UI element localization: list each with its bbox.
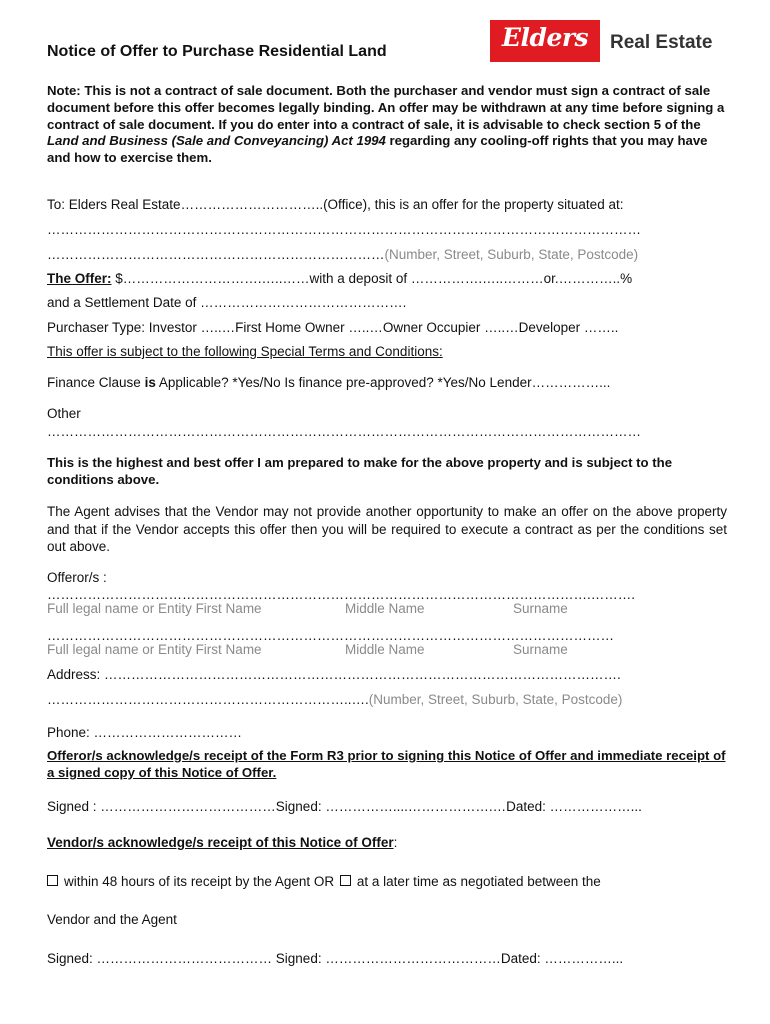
address-field[interactable]: Address: ……………………………………………………………………………………………………. [47,667,621,682]
elders-logo [490,20,718,62]
address-line-2[interactable] [47,692,622,707]
logo-brand: Elders [501,23,589,52]
phone-field[interactable]: Phone: …………………………… [47,725,243,740]
note-part-1: Note: This is not a contract of sale document. Both the purchaser and vendor must sign a contract of sale document before this offer becomes legally binding. An offer may be withdrawn at any time before signing a contract of sale document. If you do enter into a contract of sale, it is advisable to check section 5 of the [47,83,725,132]
vendor-ack-colon: : [393,835,398,850]
offeror-acknowledgement: Offeror/s acknowledge/s receipt of the Form R3 prior to signing this Notice of Offer and immediate receipt of a signed copy of this Notice of Offer. [47,748,726,780]
offer-price-deposit: $………………………….…..……with a deposit of …………….…..………or.…………..% [111,271,633,286]
purchaser-type-line[interactable]: Purchaser Type: Investor …..…First Home Owner …..…Owner Occupier …..…Developer …….. [47,320,619,335]
offeror-2-middle-name-hint: Middle Name [345,642,425,657]
best-offer-statement: This is the highest and best offer I am prepared to make for the above property and is subject to the conditions above. [47,455,673,487]
vendor-acknowledgement: Vendor/s acknowledge/s receipt of this Notice of Offer [47,835,394,850]
other-label: Other [47,406,81,421]
property-address-line-2[interactable] [47,247,638,262]
offeror-2-surname-hint: Surname [513,642,568,657]
agent-advice-paragraph: The Agent advises that the Vendor may not provide another opportunity to make an offer on the above property and that if the Vendor accepts this offer then you will be required to execute a contract as per the conditions set out above. [47,504,727,554]
offer-label: The Offer: [47,271,112,286]
finance-is: is [144,375,156,390]
property-address-hint: (Number, Street, Suburb, State, Postcode) [384,247,639,262]
page-title: Notice of Offer to Purchase Residential Land [47,43,387,60]
note-part-2: regarding any cooling-off rights that you may have and how to exercise them. [47,133,708,166]
disclaimer-note [47,83,727,167]
vendor-signature-line[interactable]: Signed: ………………………………… Signed: …………………………………Dated: ……………... [47,951,624,966]
offeror-2-first-name-hint: Full legal name or Entity First Name [47,642,262,657]
settlement-date-line[interactable]: and a Settlement Date of ………………………………………. [47,295,407,310]
offeror-1-middle-name-hint: Middle Name [345,601,425,616]
property-address-field[interactable]: …………………………………………………………………………………………………………………… [47,222,641,237]
offer-line[interactable] [47,271,632,286]
later-time-label: at a later time as negotiated between the [356,874,601,889]
later-time-checkbox[interactable] [340,875,351,886]
note-act-name: Land and Business (Sale and Conveyancing) Act 1994 [47,133,386,149]
to-office-line[interactable]: To: Elders Real Estate…………………………..(Office), this is an offer for the property situated at: [47,197,624,212]
other-field[interactable]: …………………………………………………………………………………………………………………… [47,424,641,439]
finance-clause-line[interactable] [47,375,610,390]
offeror-signature-line[interactable]: Signed : …………………………………Signed: ……………....……………….…Dated: ………………... [47,799,642,814]
within-48-hours-label: within 48 hours of its receipt by the Agent OR [64,874,338,889]
elders-logo-mark [490,20,600,62]
logo-suffix: Real Estate [610,32,713,53]
vendor-agent-text: Vendor and the Agent [47,912,177,927]
special-terms-heading: This offer is subject to the following Special Terms and Conditions: [47,344,443,359]
offeror-1-first-name-hint: Full legal name or Entity First Name [47,601,262,616]
offeror-2-name-field[interactable]: ……………………………………………………………………………………………………………… [47,628,614,643]
offeror-1-name-field[interactable]: ………………………………………………………………………………………………………….………. [47,587,636,602]
address-hint: (Number, Street, Suburb, State, Postcode) [368,692,623,707]
receipt-options-line [47,874,601,889]
within-48-hours-checkbox[interactable] [47,875,58,886]
offerors-label: Offeror/s : [47,570,107,585]
finance-rest: Applicable? *Yes/No Is finance pre-approved? *Yes/No Lender……………... [155,375,611,390]
address-dots: …………………………………………………………..…. [47,692,369,707]
offeror-1-surname-hint: Surname [513,601,568,616]
property-address-dots: ………………………………………………………………… [47,247,385,262]
finance-clause-text: Finance Clause [47,375,145,390]
vendor-acknowledgement-line [47,835,397,850]
